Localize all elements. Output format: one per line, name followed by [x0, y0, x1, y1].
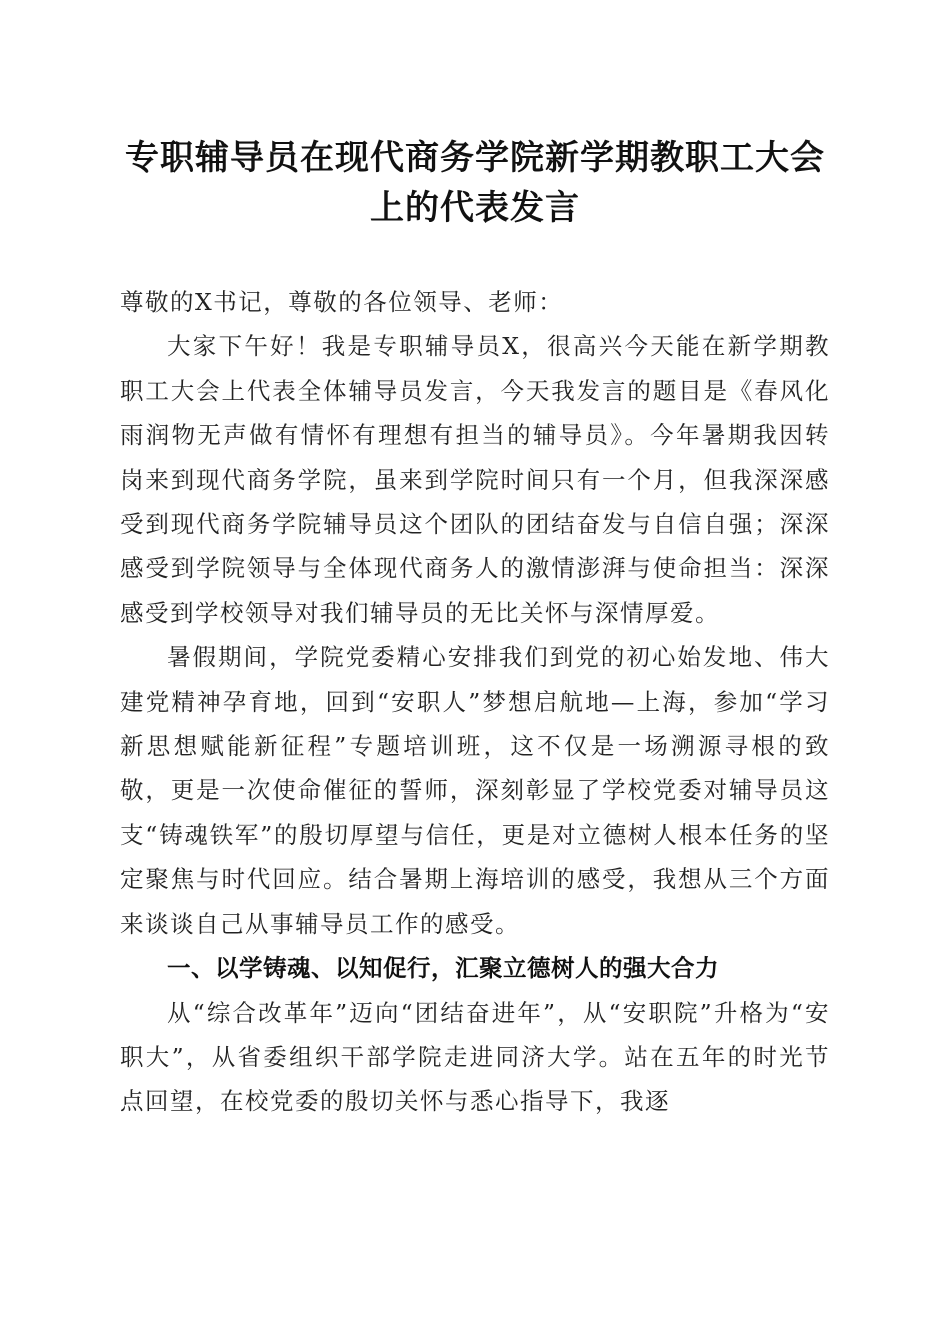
paragraph-summer-training: 暑假期间，学院党委精心安排我们到党的初心始发地、伟大建党精神孕育地，回到“安职人”梦想启航地—上海，参加“学习新思想赋能新征程”专题培训班，这不仅是一场溯源寻根的致敬，更是一次使命催征的誓师，深刻彰显了学校党委对辅导员这支“铸魂铁军”的殷切厚望与信任，更是对立德树人根本任务的坚定聚焦与时代回应。结合暑期上海培训的感受，我想从三个方面来谈谈自己从事辅导员工作的感受。	[120, 643, 830, 938]
document-title	[110, 133, 840, 233]
title-line-2: 上的代表发言	[370, 188, 580, 228]
salutation: 尊敬的X书记，尊敬的各位领导、老师：	[120, 288, 564, 316]
paragraph-section-one: 从“综合改革年”迈向“团结奋进年”，从“安职院”升格为“安职大”，从省委组织干部学院走进同济大学。站在五年的时光节点回望，在校党委的殷切关怀与悉心指导下，我逐	[120, 998, 830, 1116]
paragraph-opening: 大家下午好！我是专职辅导员X，很高兴今天能在新学期教职工大会上代表全体辅导员发言，今天我发言的题目是《春风化雨润物无声做有情怀有理想有担当的辅导员》。今年暑期我因转岗来到现代商务学院，虽来到学院时间只有一个月，但我深深感受到现代商务学院辅导员这个团队的团结奋发与自信自强；深深感受到学院领导与全体现代商务人的激情澎湃与使命担当：深深感受到学校领导对我们辅导员的无比关怀与深情厚爱。	[120, 332, 830, 627]
section-heading: 一、以学铸魂、以知促行，汇聚立德树人的强大合力	[167, 954, 719, 983]
document-body	[120, 280, 830, 1124]
title-line-1: 专职辅导员在现代商务学院新学期教职工大会	[125, 138, 825, 178]
